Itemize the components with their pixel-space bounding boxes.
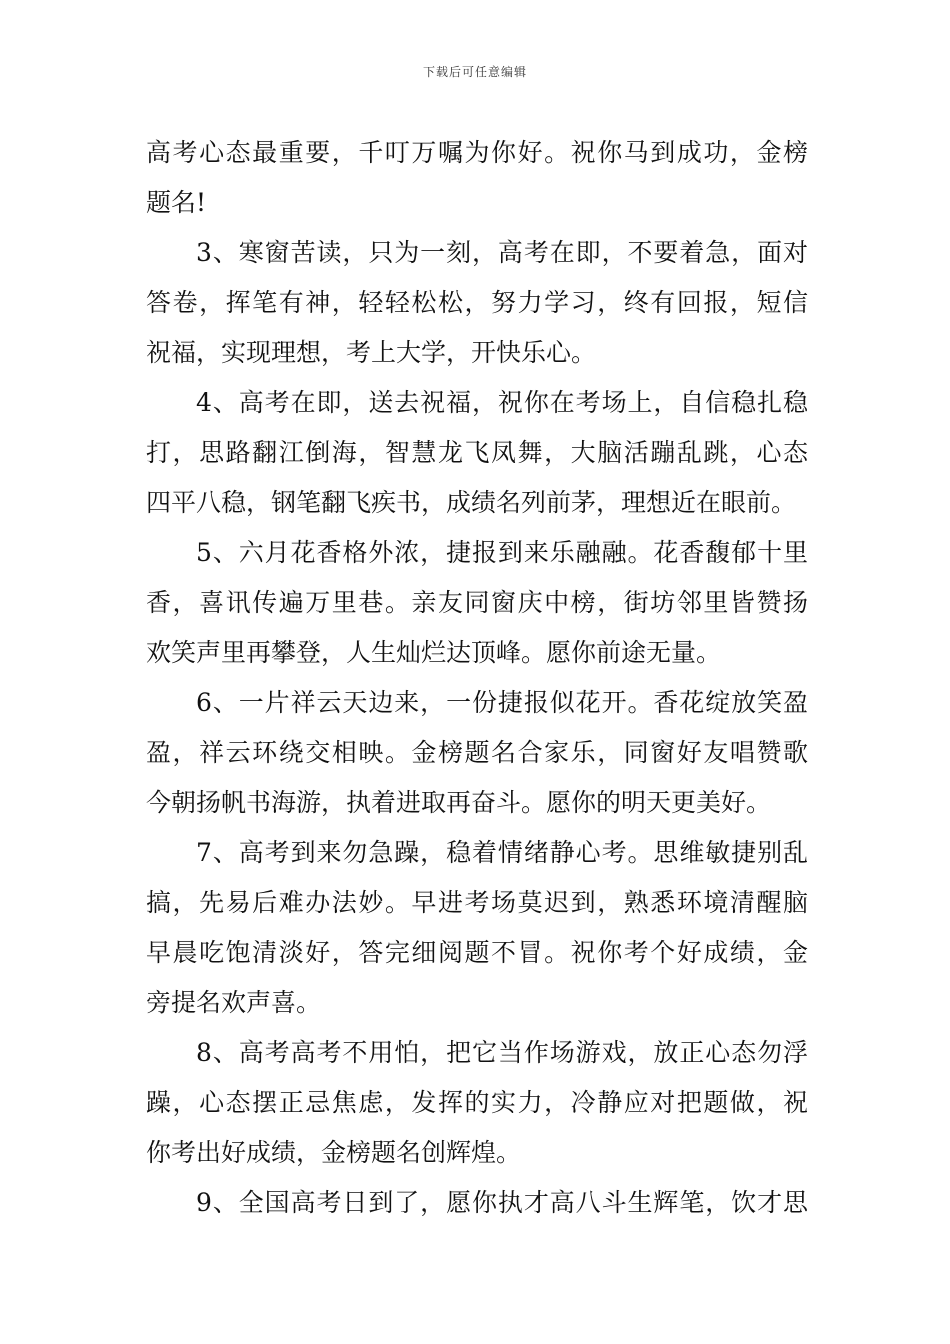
- text-line: 祝福，实现理想，考上大学，开快乐心。: [146, 338, 597, 367]
- text-line: 欢笑声里再攀登，人生灿烂达顶峰。愿你前途无量。: [146, 638, 722, 667]
- text-line: 答卷，挥笔有神，轻轻松松，努力学习，终有回报，短信: [146, 288, 808, 317]
- text-line: 打，思路翻江倒海，智慧龙飞凤舞，大脑活蹦乱跳，心态: [146, 438, 808, 467]
- text-line: 5、六月花香格外浓，捷报到来乐融融。花香馥郁十里: [196, 538, 808, 567]
- text-line: 旁提名欢声喜。: [146, 988, 322, 1017]
- text-line: 早晨吃饱清淡好，答完细阅题不冒。祝你考个好成绩，金: [146, 938, 808, 967]
- text-line: 躁，心态摆正忌焦虑，发挥的实力，冷静应对把题做，祝: [146, 1088, 808, 1117]
- text-line: 高考心态最重要，千叮万嘱为你好。祝你马到成功，金榜: [146, 138, 808, 167]
- text-line: 6、一片祥云天边来，一份捷报似花开。香花绽放笑盈: [196, 688, 808, 717]
- text-line: 8、高考高考不用怕，把它当作场游戏，放正心态勿浮: [196, 1038, 808, 1067]
- page-header: 下载后可任意编辑: [422, 65, 527, 79]
- text-line: 你考出好成绩，金榜题名创辉煌。: [146, 1138, 522, 1167]
- text-line: 搞，先易后难办法妙。早进考场莫迟到，熟悉环境清醒脑: [146, 888, 808, 917]
- text-line: 题名!: [146, 188, 207, 217]
- text-line: 四平八稳，钢笔翻飞疾书，成绩名列前茅，理想近在眼前。: [146, 488, 797, 517]
- text-line: 3、寒窗苦读，只为一刻，高考在即，不要着急，面对: [196, 238, 808, 267]
- text-line: 4、高考在即，送去祝福，祝你在考场上，自信稳扎稳: [196, 388, 808, 417]
- document-body: [146, 128, 808, 1228]
- text-line: 香，喜讯传遍万里巷。亲友同窗庆中榜，街坊邻里皆赞扬: [146, 588, 808, 617]
- text-line: 盈，祥云环绕交相映。金榜题名合家乐，同窗好友唱赞歌: [146, 738, 808, 767]
- text-line: 9、全国高考日到了，愿你执才高八斗生辉笔，饮才思: [196, 1188, 808, 1217]
- text-line: 今朝扬帆书海游，执着进取再奋斗。愿你的明天更美好。: [146, 788, 772, 817]
- text-line: 7、高考到来勿急躁，稳着情绪静心考。思维敏捷别乱: [196, 838, 808, 867]
